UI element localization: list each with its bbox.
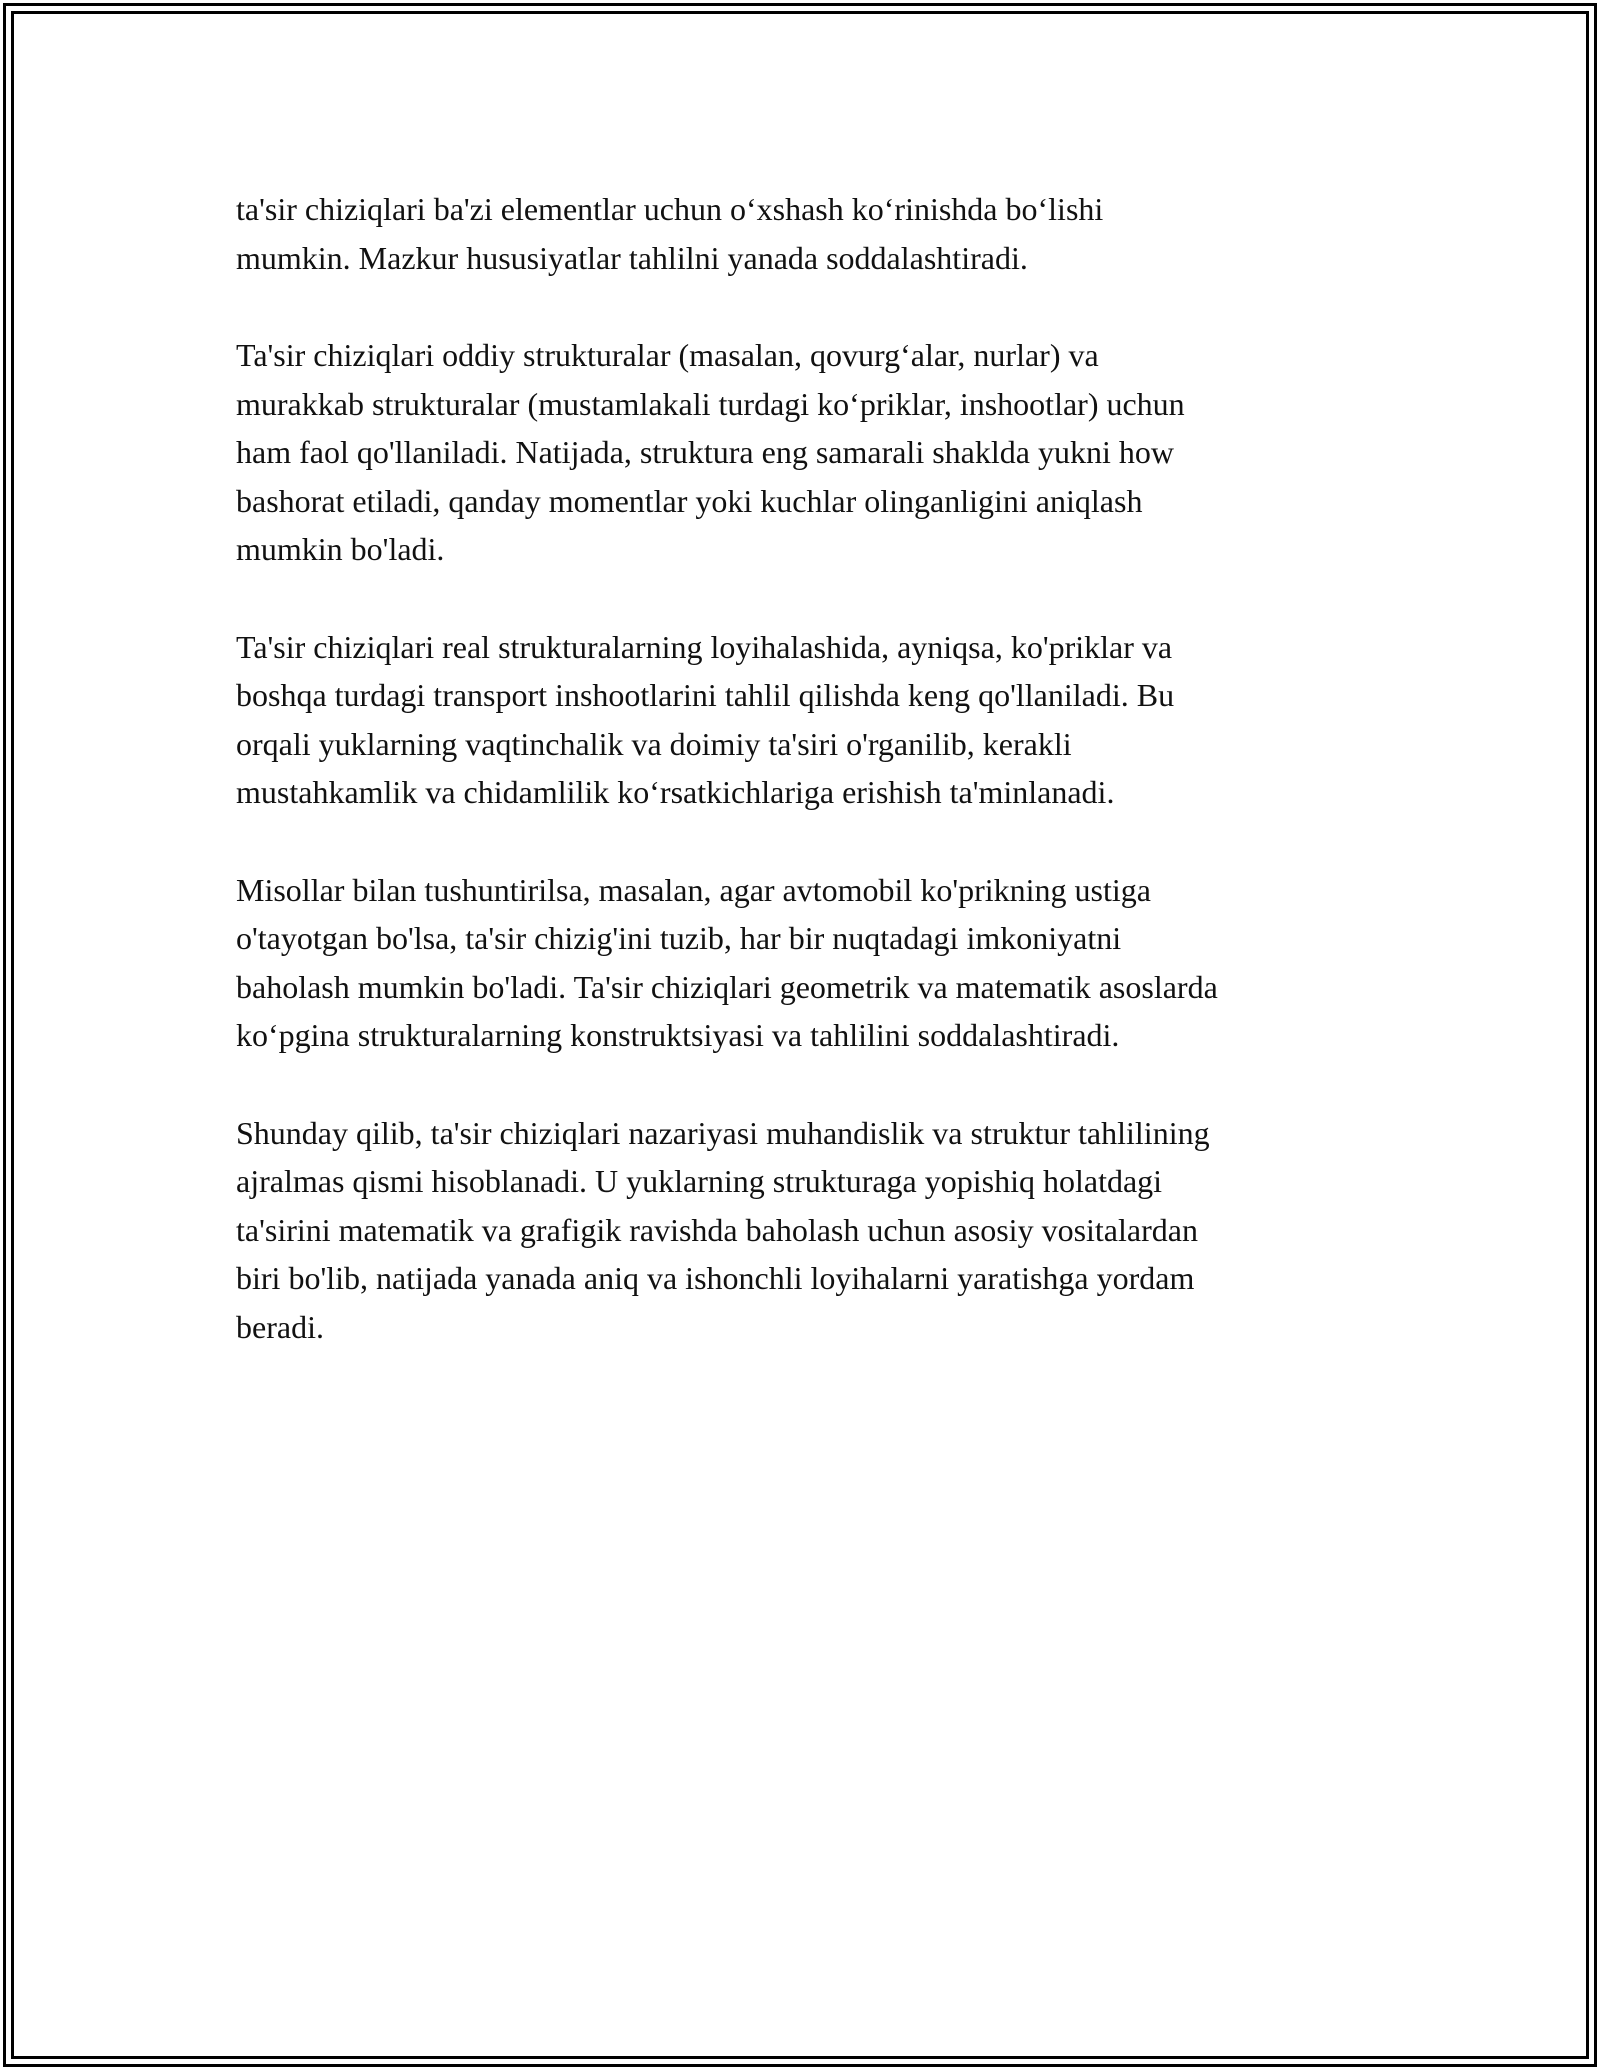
page-body <box>236 185 1376 1400</box>
paragraph-3: Ta'sir chiziqlari real strukturalarning loyihalashida, ayniqsa, ko'priklar va boshqa turdagi transport inshootlarini tahlil qilishda keng qo'llaniladi. Bu orqali yuklarning vaqtinchalik va doimiy ta'siri o'rganilib, kerakli mustahkamlik va chidamlilik ko‘rsatkichlariga erishish ta'minlanadi. <box>236 628 1175 810</box>
paragraph-4: Misollar bilan tushuntirilsa, masalan, agar avtomobil ko'prikning ustiga o'tayotgan bo'lsa, ta'sir chizig'ini tuzib, har bir nuqtadagi imkoniyatni baholash mumkin bo'ladi. Ta'sir chiziqlari geometrik va matematik asoslarda ko‘pgina strukturalarning konstruktsiyasi va tahlilini soddalashtiradi. <box>236 871 1218 1053</box>
paragraph-2: Ta'sir chiziqlari oddiy strukturalar (masalan, qovurg‘alar, nurlar) va murakkab strukturalar (mustamlakali turdagi ko‘priklar, inshootlar) uchun ham faol qo'llaniladi. Natijada, struktura eng samarali shaklda yukni how bashorat etiladi, qanday momentlar yoki kuchlar olinganligini aniqlash mumkin bo'ladi. <box>236 337 1185 567</box>
paragraph-1: ta'sir chiziqlari ba'zi elementlar uchun o‘xshash ko‘rinishda bo‘lishi mumkin. Mazkur hususiyatlar tahlilni yanada soddalashtiradi. <box>236 191 1104 276</box>
paragraph-5: Shunday qilib, ta'sir chiziqlari nazariyasi muhandislik va struktur tahlilining ajralmas qismi hisoblanadi. U yuklarning strukturaga yopishiq holatdagi ta'sirini matematik va grafigik ravishda baholash uchun asosiy vositalardan biri bo'lib, natijada yanada aniq va ishonchli loyihalarni yaratishga yordam beradi. <box>236 1114 1210 1345</box>
